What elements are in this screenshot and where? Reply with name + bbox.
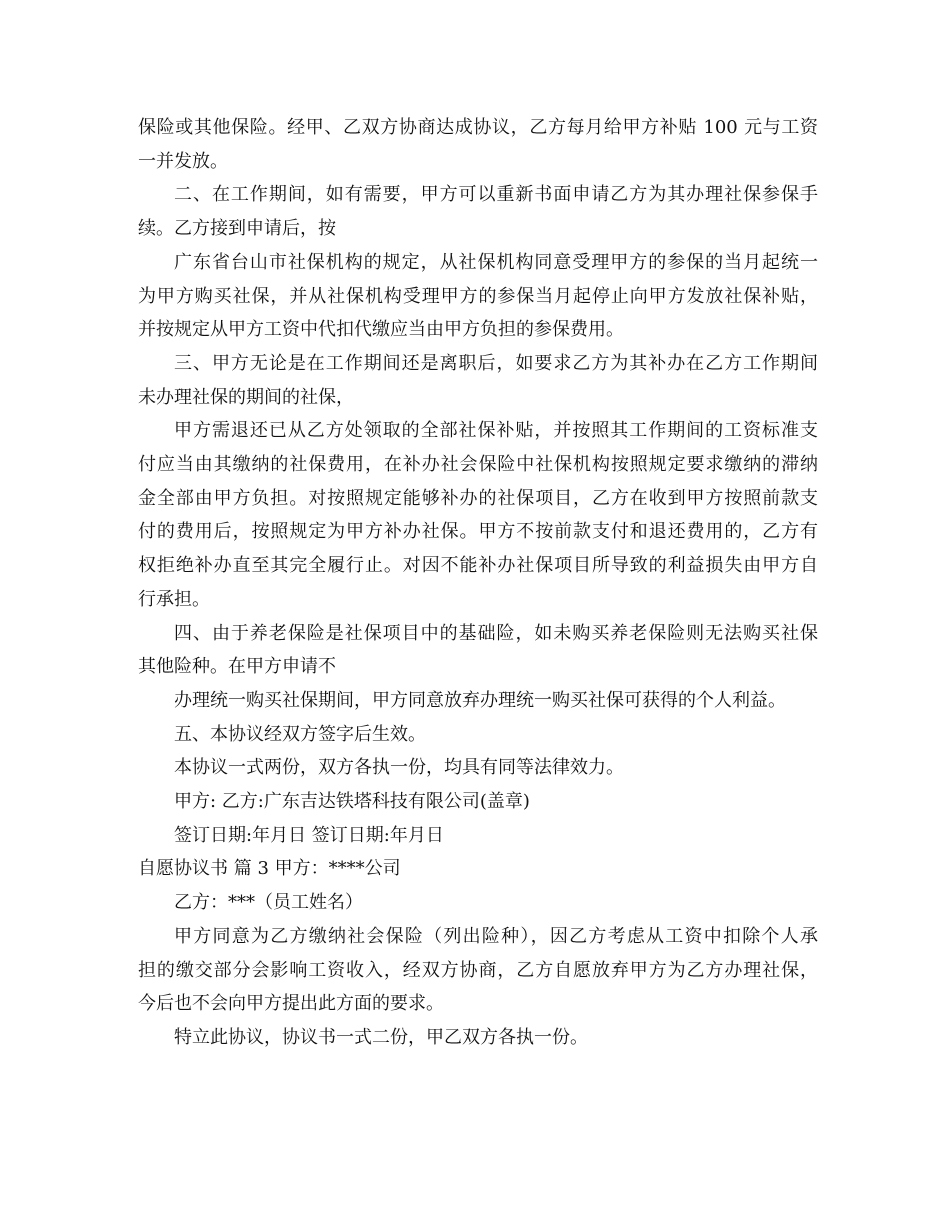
text-line: 办理统一购买社保期间，甲方同意放弃办理统一购买社保可获得的个人利益。 [174, 690, 786, 711]
text-line: 本协议一式两份，双方各执一份，均具有同等法律效力。 [174, 757, 624, 778]
text-line: 付的费用后，按照规定为甲方补办社保。甲方不按前款支付和退还费用的，乙方有 [138, 521, 818, 542]
text-line: 担的缴交部分会影响工资收入，经双方协商，乙方自愿放弃甲方为乙方办理社保， [138, 960, 818, 981]
text-line: 广东省台山市社保机构的规定，从社保机构同意受理甲方的参保的当月起统一 [174, 252, 818, 273]
text-line: 行承担。 [138, 589, 210, 610]
text-line: 自愿协议书 篇 3 甲方：****公司 [138, 858, 401, 879]
text-line: 乙方：***（员工姓名） [174, 892, 363, 913]
text-line: 甲方: 乙方:广东吉达铁塔科技有限公司(盖章) [174, 791, 530, 812]
text-line: 其他险种。在甲方申请不 [138, 656, 336, 677]
text-line: 未办理社保的期间的社保， [138, 387, 354, 408]
text-line: 为甲方购买社保，并从社保机构受理甲方的参保当月起停止向甲方发放社保补贴， [138, 286, 818, 307]
text-line: 甲方同意为乙方缴纳社会保险（列出险种），因乙方考虑从工资中扣除个人承 [174, 926, 818, 947]
text-line: 今后也不会向甲方提出此方面的要求。 [138, 993, 444, 1014]
text-line: 一并发放。 [138, 151, 228, 172]
text-line: 续。乙方接到申请后，按 [138, 218, 336, 239]
text-line: 权拒绝补办直至其完全履行止。对因不能补办社保项目所导致的利益损失由甲方自 [138, 555, 818, 576]
text-line: 甲方需退还已从乙方处领取的全部社保补贴，并按照其工作期间的工资标准支 [174, 420, 818, 441]
text-line: 并按规定从甲方工资中代扣代缴应当由甲方负担的参保费用。 [138, 319, 624, 340]
text-line: 保险或其他保险。经甲、乙双方协商达成协议，乙方每月给甲方补贴 100 元与工资 [138, 117, 818, 138]
text-line: 金全部由甲方负担。对按照规定能够补办的社保项目，乙方在收到甲方按照前款支 [138, 488, 818, 509]
text-line: 特立此协议，协议书一式二份，甲乙双方各执一份。 [174, 1027, 588, 1048]
text-line: 签订日期:年月日 签订日期:年月日 [174, 825, 444, 846]
text-line: 二、在工作期间，如有需要，甲方可以重新书面申请乙方为其办理社保参保手 [174, 184, 818, 205]
text-line: 付应当由其缴纳的社保费用，在补办社会保险中社保机构按照规定要求缴纳的滞纳 [138, 454, 818, 475]
text-line: 四、由于养老保险是社保项目中的基础险，如未购买养老保险则无法购买社保 [174, 623, 818, 644]
text-line: 五、本协议经双方签字后生效。 [174, 724, 426, 745]
text-line: 三、甲方无论是在工作期间还是离职后，如要求乙方为其补办在乙方工作期间 [174, 353, 818, 374]
